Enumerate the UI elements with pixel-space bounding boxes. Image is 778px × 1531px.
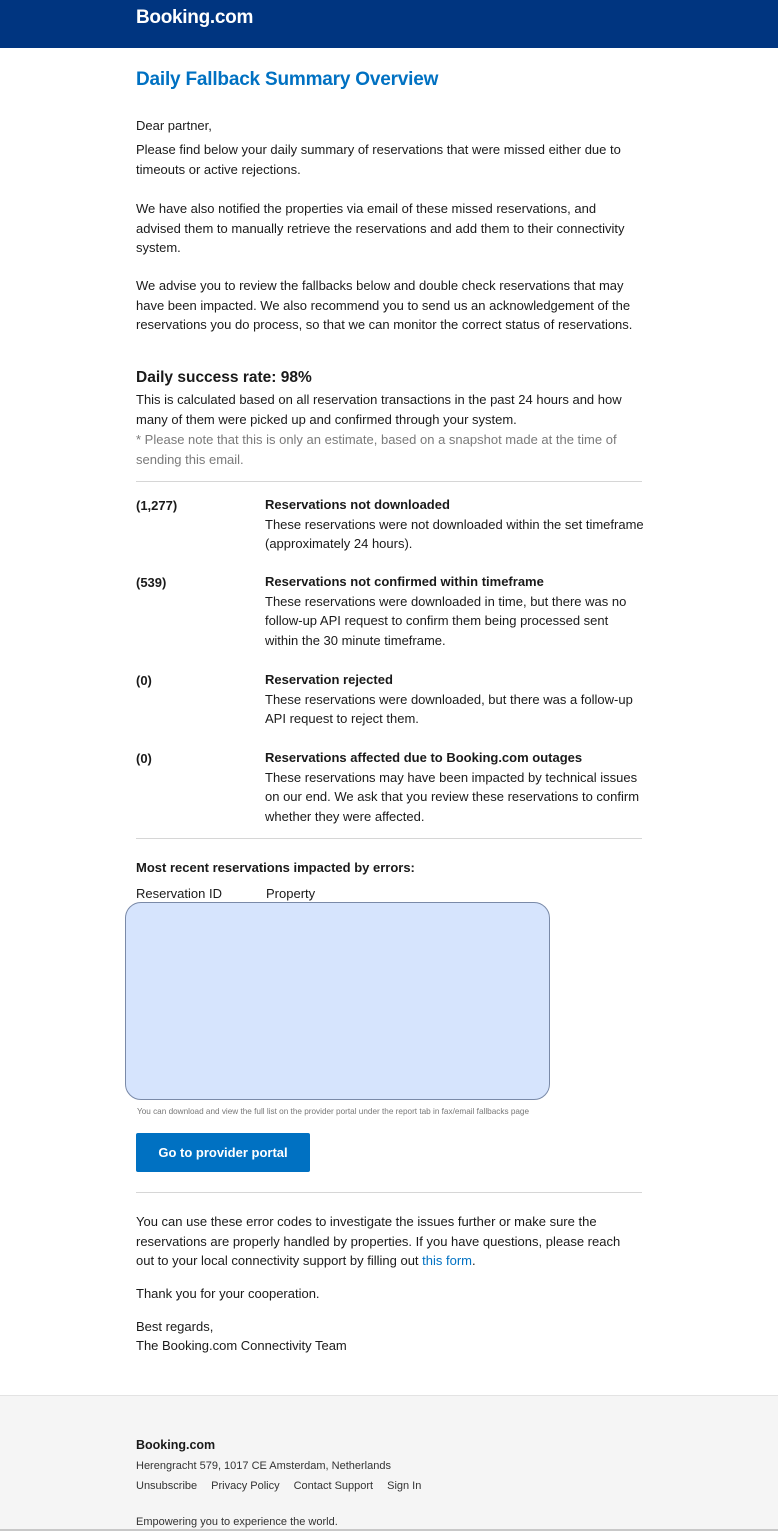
footer-links xyxy=(136,1480,421,1492)
closing-text: You can use these error codes to investigate the issues further or make sure the reservations are properly handled by properties. If you have questions, please reach out to your local connectivity support by filling out xyxy=(136,1214,621,1268)
go-to-provider-portal-button[interactable]: Go to provider portal xyxy=(136,1133,310,1172)
fallback-description: These reservations were downloaded, but there was a follow-up API request to reject them. xyxy=(265,691,633,726)
fallback-title: Reservation rejected xyxy=(265,672,393,687)
email-title: Daily Fallback Summary Overview xyxy=(136,69,439,90)
team-signature: The Booking.com Connectivity Team xyxy=(136,1338,347,1353)
fallback-item-not-confirmed xyxy=(265,572,645,650)
fallback-title: Reservations not confirmed within timeframe xyxy=(265,574,544,589)
privacy-policy-link[interactable]: Privacy Policy xyxy=(211,1480,280,1492)
fallback-item-outages xyxy=(265,748,645,826)
unsubscribe-link[interactable]: Unsubscribe xyxy=(136,1480,198,1492)
fallback-count-not-confirmed: (539) xyxy=(136,575,167,590)
fallback-description: These reservations were downloaded in time, but there was no follow-up API request to confirm them being processed sent within the 30 minute timeframe. xyxy=(265,593,627,648)
footer-tagline: Empowering you to experience the world. xyxy=(136,1516,338,1528)
greeting: Dear partner, xyxy=(136,118,212,133)
success-rate-note: * Please note that this is only an estimate, based on a snapshot made at the time of sending this email. xyxy=(136,432,617,467)
notified-paragraph: We have also notified the properties via email of these missed reservations, and advised them to manually retrieve the reservations and add them to their connectivity system. xyxy=(136,201,625,255)
redacted-table-area xyxy=(125,902,550,1100)
column-header-property: Property xyxy=(266,886,316,901)
email-header xyxy=(0,0,778,48)
divider xyxy=(136,1192,642,1193)
column-header-reservation-id: Reservation ID xyxy=(136,886,222,901)
success-rate-description: This is calculated based on all reservation transactions in the past 24 hours and how many of them were picked up and confirmed through your system. xyxy=(136,392,622,427)
fallback-item-not-downloaded xyxy=(265,495,645,554)
recent-reservations-heading: Most recent reservations impacted by errors: xyxy=(136,860,415,875)
advise-paragraph: We advise you to review the fallbacks below and double check reservations that may have been impacted. We also recommend you to send us an acknowledgement of the reservations you do process, so that we can monitor the correct status of reservations. xyxy=(136,278,633,332)
email-footer xyxy=(0,1395,778,1531)
fallback-count-outages: (0) xyxy=(136,751,152,766)
fallback-description: These reservations were not downloaded within the set timeframe (approximately 24 hours). xyxy=(265,516,644,551)
intro-paragraph: Please find below your daily summary of reservations that were missed either due to timeouts or active rejections. xyxy=(136,142,621,177)
fallback-count-not-downloaded: (1,277) xyxy=(136,498,178,513)
divider xyxy=(136,481,642,482)
download-note: You can download and view the full list on the provider portal under the report tab in fax/email fallbacks page xyxy=(137,1107,530,1116)
closing-punctuation: . xyxy=(472,1253,476,1268)
success-rate-heading: Daily success rate: 98% xyxy=(136,369,312,386)
booking-logo[interactable]: Booking.com xyxy=(136,7,254,28)
regards-text: Best regards, xyxy=(136,1319,214,1334)
closing-paragraph xyxy=(136,1212,636,1271)
this-form-link[interactable]: this form xyxy=(422,1253,472,1268)
fallback-title: Reservations affected due to Booking.com outages xyxy=(265,750,583,765)
fallback-title: Reservations not downloaded xyxy=(265,497,450,512)
fallback-description: These reservations may have been impacted by technical issues on our end. We ask that you review these reservations to confirm whether they were affected. xyxy=(265,769,640,824)
footer-address: Herengracht 579, 1017 CE Amsterdam, Netherlands xyxy=(136,1460,391,1472)
fallback-count-rejected: (0) xyxy=(136,673,152,688)
contact-support-link[interactable]: Contact Support xyxy=(293,1480,374,1492)
divider xyxy=(136,838,642,839)
sign-in-link[interactable]: Sign In xyxy=(387,1480,422,1492)
footer-brand: Booking.com xyxy=(136,1438,216,1452)
thanks-text: Thank you for your cooperation. xyxy=(136,1286,320,1301)
fallback-item-rejected xyxy=(265,670,645,729)
